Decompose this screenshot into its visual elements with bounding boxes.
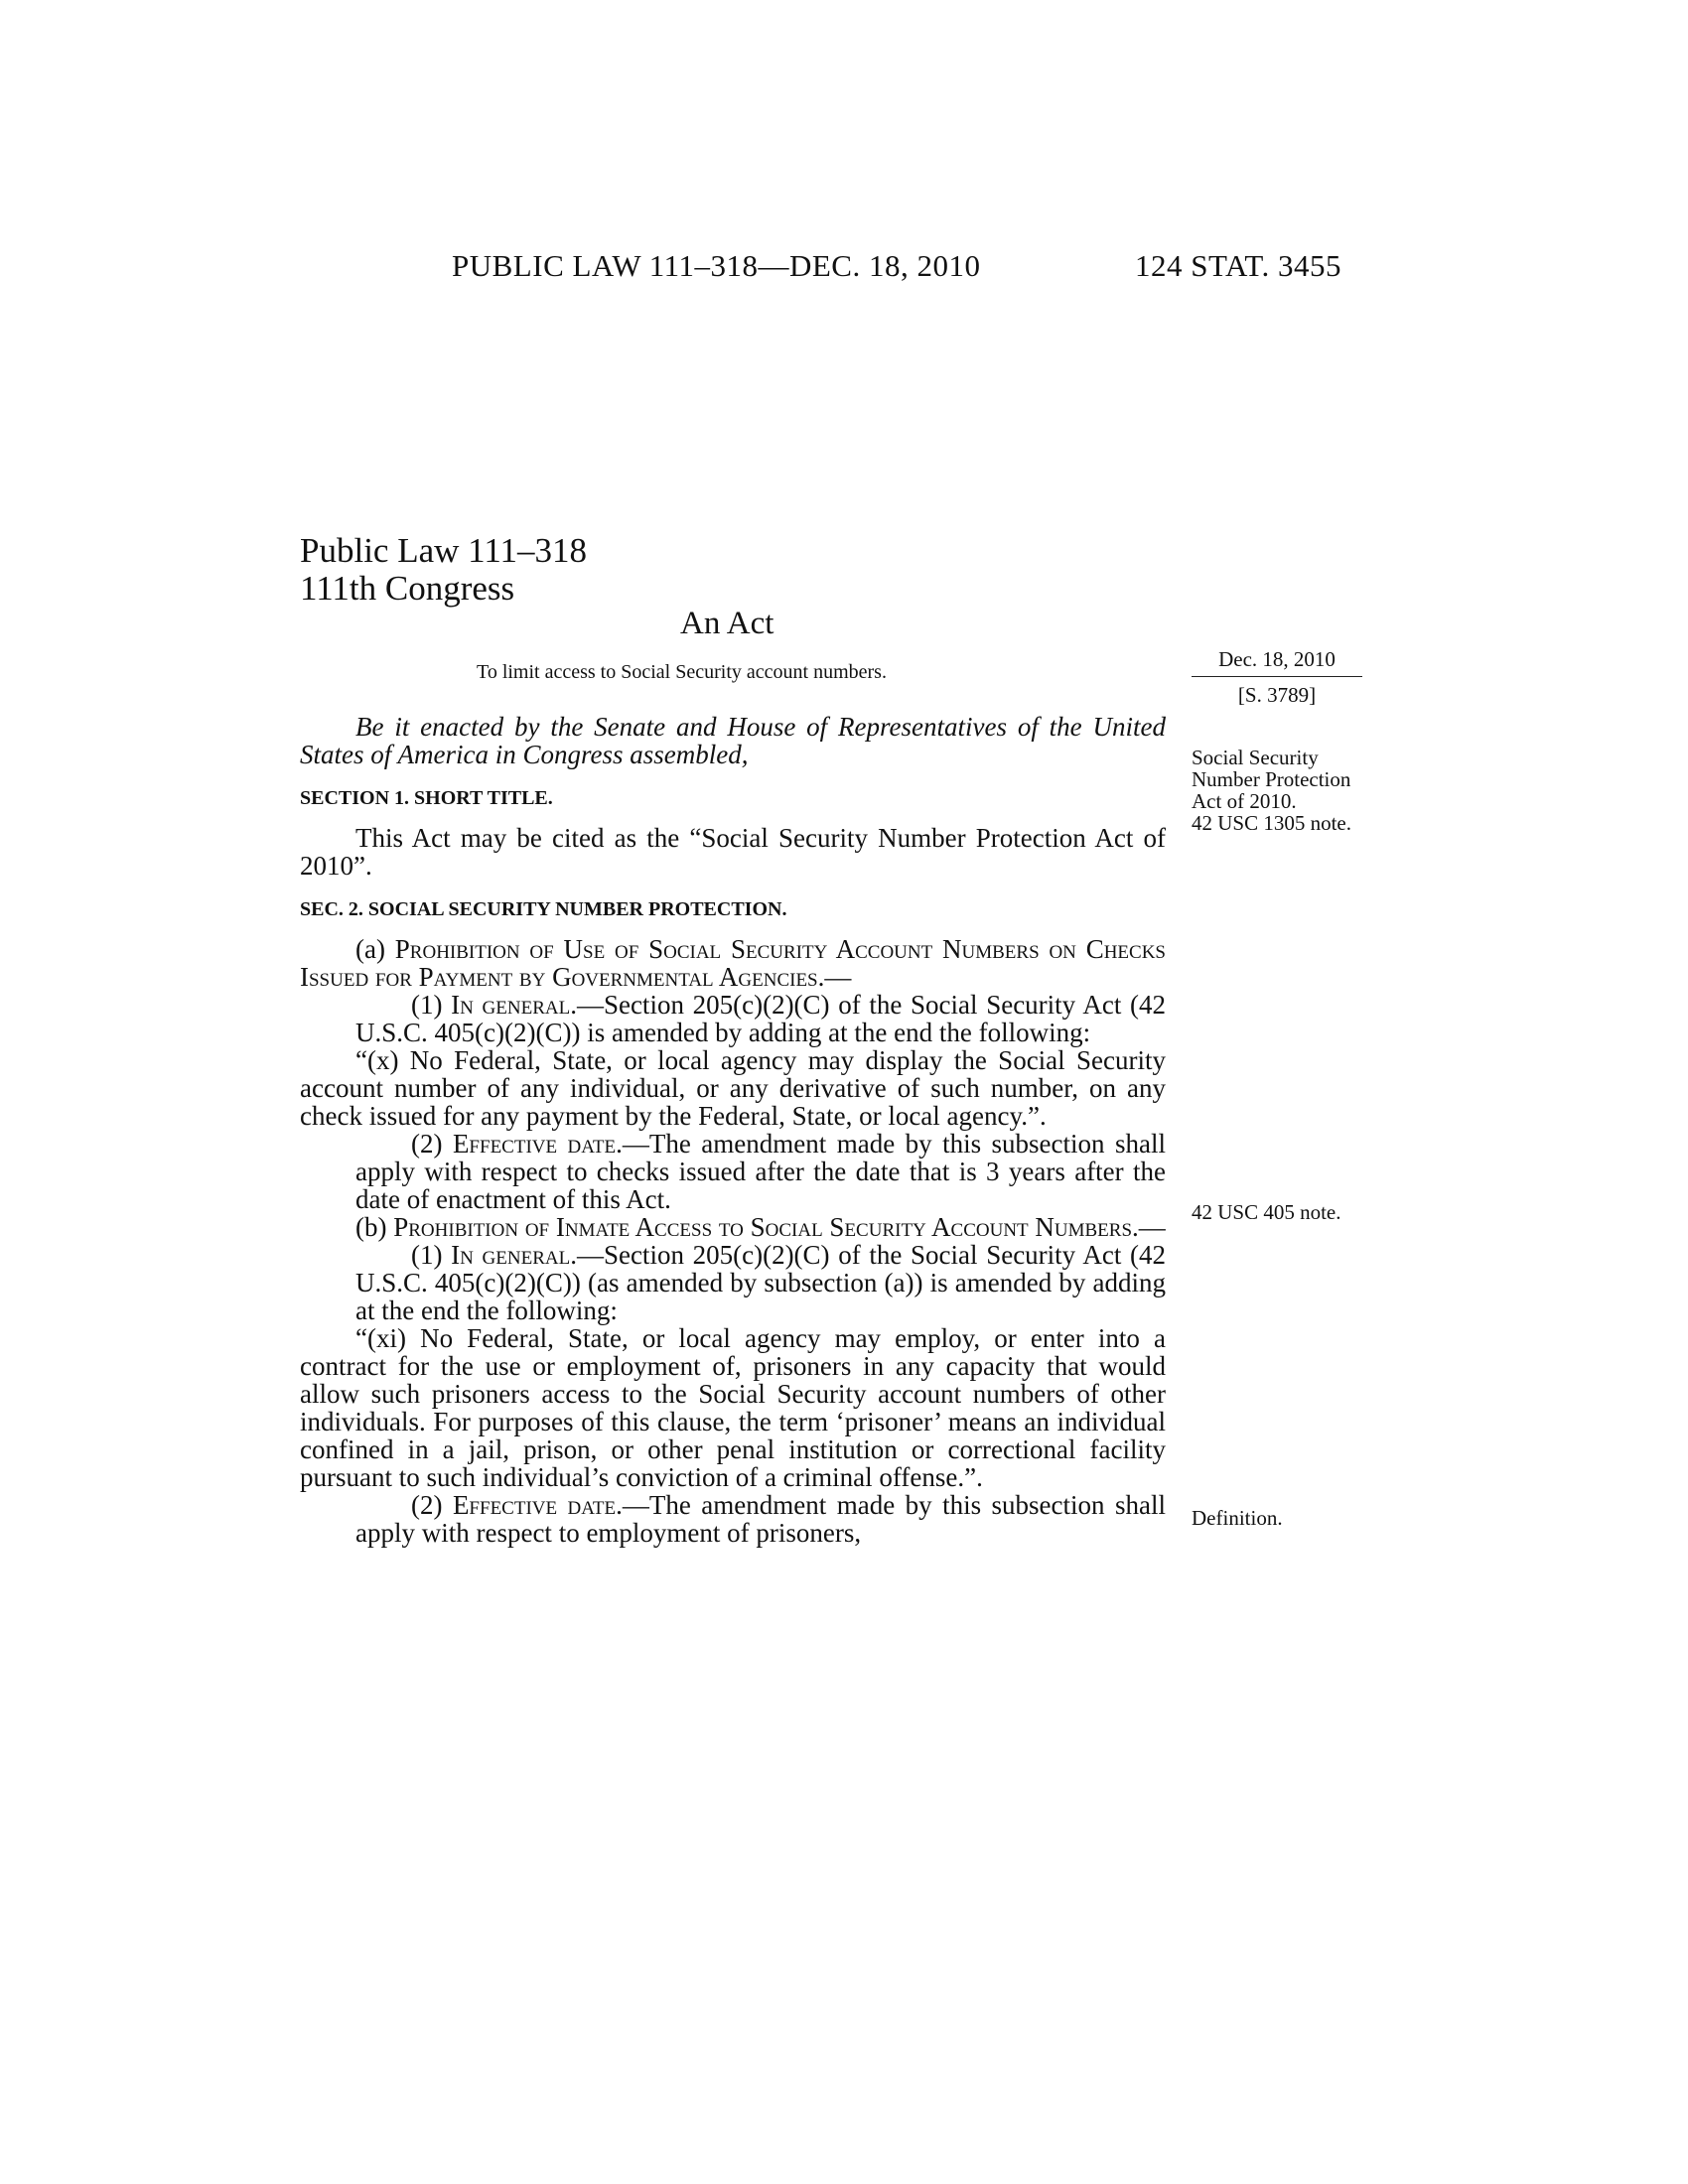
margin-note-text: 42 USC 1305 note. [1192, 811, 1352, 835]
paragraph-text: —Section 205(c)(2)(C) of the Social Security Act (42 U.S.C. 405(c)(2)(C)) is amended by adding at the end the following: [355, 990, 1166, 1047]
subsection-title: Prohibition of Inmate Access to Social Security Account Numbers.— [393, 1212, 1166, 1242]
paragraph-label: (1) [411, 1240, 452, 1270]
paragraph-label: (1) [411, 990, 452, 1020]
section-1-text: This Act may be cited as the “Social Security Number Protection Act of 2010”. [300, 823, 1166, 881]
public-law-number: Public Law 111–318 [300, 531, 588, 570]
paragraph-b1 [300, 1241, 1166, 1324]
section-2-heading: SEC. 2. SOCIAL SECURITY NUMBER PROTECTION. [300, 898, 787, 920]
running-header-page: 124 STAT. 3455 [1135, 248, 1342, 283]
act-purpose: To limit access to Social Security account numbers. [477, 661, 887, 683]
paragraph-text: —The amendment made by this subsection shall apply with respect to employment of prisoners, [355, 1490, 1166, 1548]
paragraph-b2 [300, 1491, 1166, 1547]
subsection-title: Prohibition of Use of Social Security Account Numbers on Checks Issued for Payment by Governmental Agencies.— [300, 934, 1166, 992]
paragraph-text: —Section 205(c)(2)(C) of the Social Security Act (42 U.S.C. 405(c)(2)(C)) (as amended by subsection (a)) is amended by adding at the end the following: [355, 1240, 1166, 1325]
paragraph-text: —The amendment made by this subsection shall apply with respect to checks issued after the date that is 3 years after the date of enactment of this Act. [355, 1129, 1166, 1214]
margin-date: Dec. 18, 2010 [1192, 647, 1362, 677]
margin-note-definition: Definition. [1192, 1506, 1283, 1530]
act-heading: An Act [680, 606, 774, 641]
paragraph-title: In general. [451, 990, 577, 1020]
paragraph-label: (2) [411, 1129, 453, 1159]
running-header-citation: PUBLIC LAW 111–318—DEC. 18, 2010 [452, 248, 981, 283]
margin-note-short-title [1192, 747, 1370, 834]
section-1-heading: SECTION 1. SHORT TITLE. [300, 787, 553, 809]
law-body [300, 713, 1166, 1547]
margin-note-usc: 42 USC 405 note. [1192, 1200, 1341, 1224]
subsection-b-heading [300, 1213, 1166, 1241]
paragraph-title: In general. [451, 1240, 577, 1270]
margin-note-text: Social Security Number Protection Act of 2010. [1192, 746, 1351, 813]
subsection-label: (b) [355, 1212, 394, 1242]
paragraph-label: (2) [411, 1490, 453, 1520]
subsection-label: (a) [355, 934, 395, 964]
margin-bill-number: [S. 3789] [1237, 683, 1317, 707]
law-title-block [300, 532, 587, 608]
paragraph-a2 [300, 1130, 1166, 1213]
clause-x: “(x) No Federal, State, or local agency may display the Social Security account number of any individual, or any derivative of such number, on any check issued for any payment by the Federal, State, or local agency.”. [300, 1045, 1166, 1131]
paragraph-title: Effective date. [452, 1129, 623, 1159]
enacting-clause: Be it enacted by the Senate and House of Representatives of the United States of America in Congress assembled, [300, 712, 1166, 769]
subsection-a-heading [300, 935, 1166, 991]
paragraph-title: Effective date. [452, 1490, 623, 1520]
paragraph-a1 [300, 991, 1166, 1046]
congress-number: 111th Congress [300, 569, 515, 608]
clause-xi: “(xi) No Federal, State, or local agency may employ, or enter into a contract for the use or employment of, prisoners in any capacity that would allow such prisoners access to the Social Security account numbers of other individuals. For purposes of this clause, the term ‘prisoner’ means an individual confined in a jail, prison, or other penal institution or correctional facility pursuant to such individual’s conviction of a criminal offense.”. [300, 1323, 1166, 1492]
